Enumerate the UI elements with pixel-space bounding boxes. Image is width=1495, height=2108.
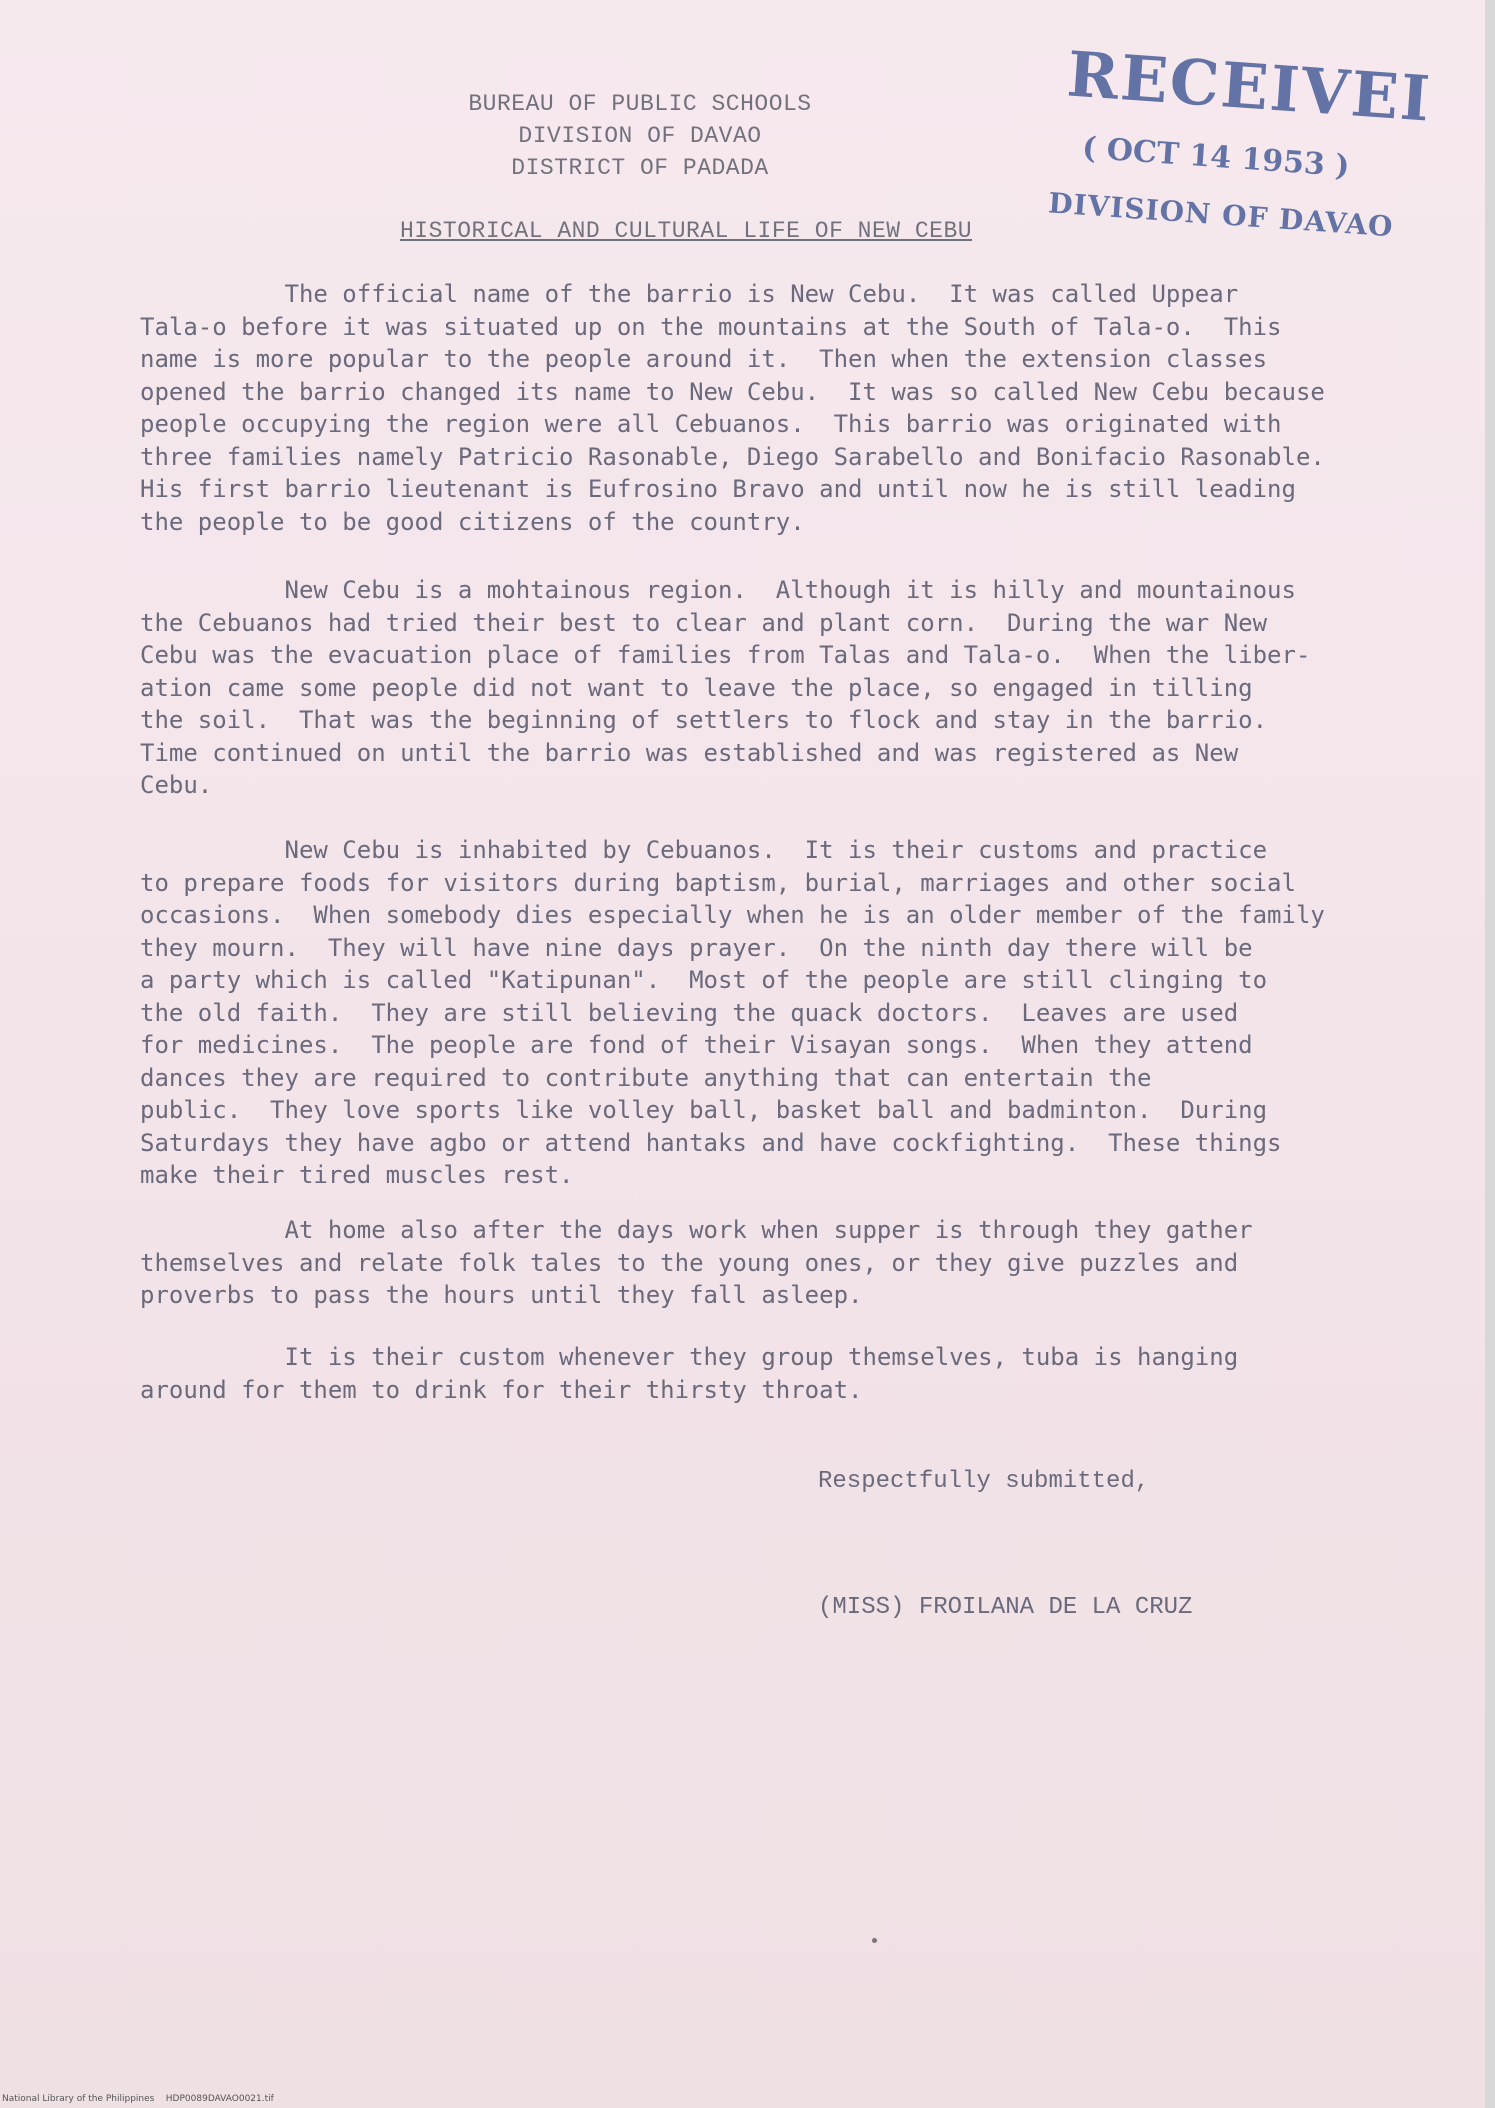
scan-footer: National Library of the Philippines HDP0089DAVAO0021.tif — [2, 2094, 274, 2104]
received-stamp — [1034, 36, 1434, 292]
stamp-division: DIVISION OF DAVAO — [1047, 186, 1395, 244]
signature: (MISS) FROILANA DE LA CRUZ — [818, 1594, 1193, 1621]
stamp-received-text: RECEIVEI — [1064, 37, 1434, 136]
letterhead — [380, 88, 900, 184]
paragraph-4: At home also after the days work when supper is through they gather themselves and relate folk tales to the young ones, or they give puzzles and proverbs to pass the hours until they fall asleep. — [140, 1216, 1253, 1309]
ink-speck — [872, 1938, 877, 1943]
closing-line: Respectfully submitted, — [818, 1468, 1150, 1495]
paragraph-2: New Cebu is a mohtainous region. Although it is hilly and mountainous the Cebuanos had tried their best to clear and plant corn. During the war New Cebu was the evacuation place of families from Talas and Tala-o. When the liber- ation came some people did not want to leave the place, so engaged in tilling the soil. That was the beginning of settlers to flock and stay in the barrio. Time continued on until the barrio was established and was registered as New Cebu. — [140, 576, 1311, 799]
paragraph-5: It is their custom whenever they group themselves, tuba is hanging around for them to drink for their thirsty throat. — [140, 1343, 1239, 1404]
letterhead-line-1: BUREAU OF PUBLIC SCHOOLS — [468, 91, 812, 117]
paragraph-1: The official name of the barrio is New Cebu. It was called Uppear Tala-o before it was situated up on the mountains at the South of Tala-o. This name is more popular to the people around it. Then when the extension classes opened the barrio changed its name to New Cebu. It was so called New Cebu because people occupying the region were all Cebuanos. This barrio was originated with three families namely Patricio Rasonable, Diego Sarabello and Bonifacio Rasonable. His first barrio lieutenant is Eufrosino Bravo and until now he is still leading the people to be good citizens of the country. — [140, 280, 1325, 536]
letterhead-line-3: DISTRICT OF PADADA — [511, 155, 769, 181]
letterhead-line-2: DIVISION OF DAVAO — [518, 123, 762, 149]
document-title: HISTORICAL AND CULTURAL LIFE OF NEW CEBU — [400, 218, 973, 244]
scan-edge — [1485, 0, 1495, 2108]
stamp-date: ( OCT 14 1953 ) — [1081, 130, 1351, 185]
paragraph-3: New Cebu is inhabited by Cebuanos. It is their customs and practice to prepare foods for visitors during baptism, burial, marriages and other social occasions. When somebody dies especially when he is an older member of the family they mourn. They will have nine days prayer. On the ninth day there will be a party which is called "Katipunan". Most of the people are still clinging to the old faith. They are still believing the quack doctors. Leaves are used for medicines. The people are fond of their Visayan songs. When they attend dances they are required to contribute anything that can entertain the public. They love sports like volley ball, basket ball and badminton. During Saturdays they have agbo or attend hantaks and have cockfighting. These things make their tired muscles rest. — [140, 836, 1325, 1189]
